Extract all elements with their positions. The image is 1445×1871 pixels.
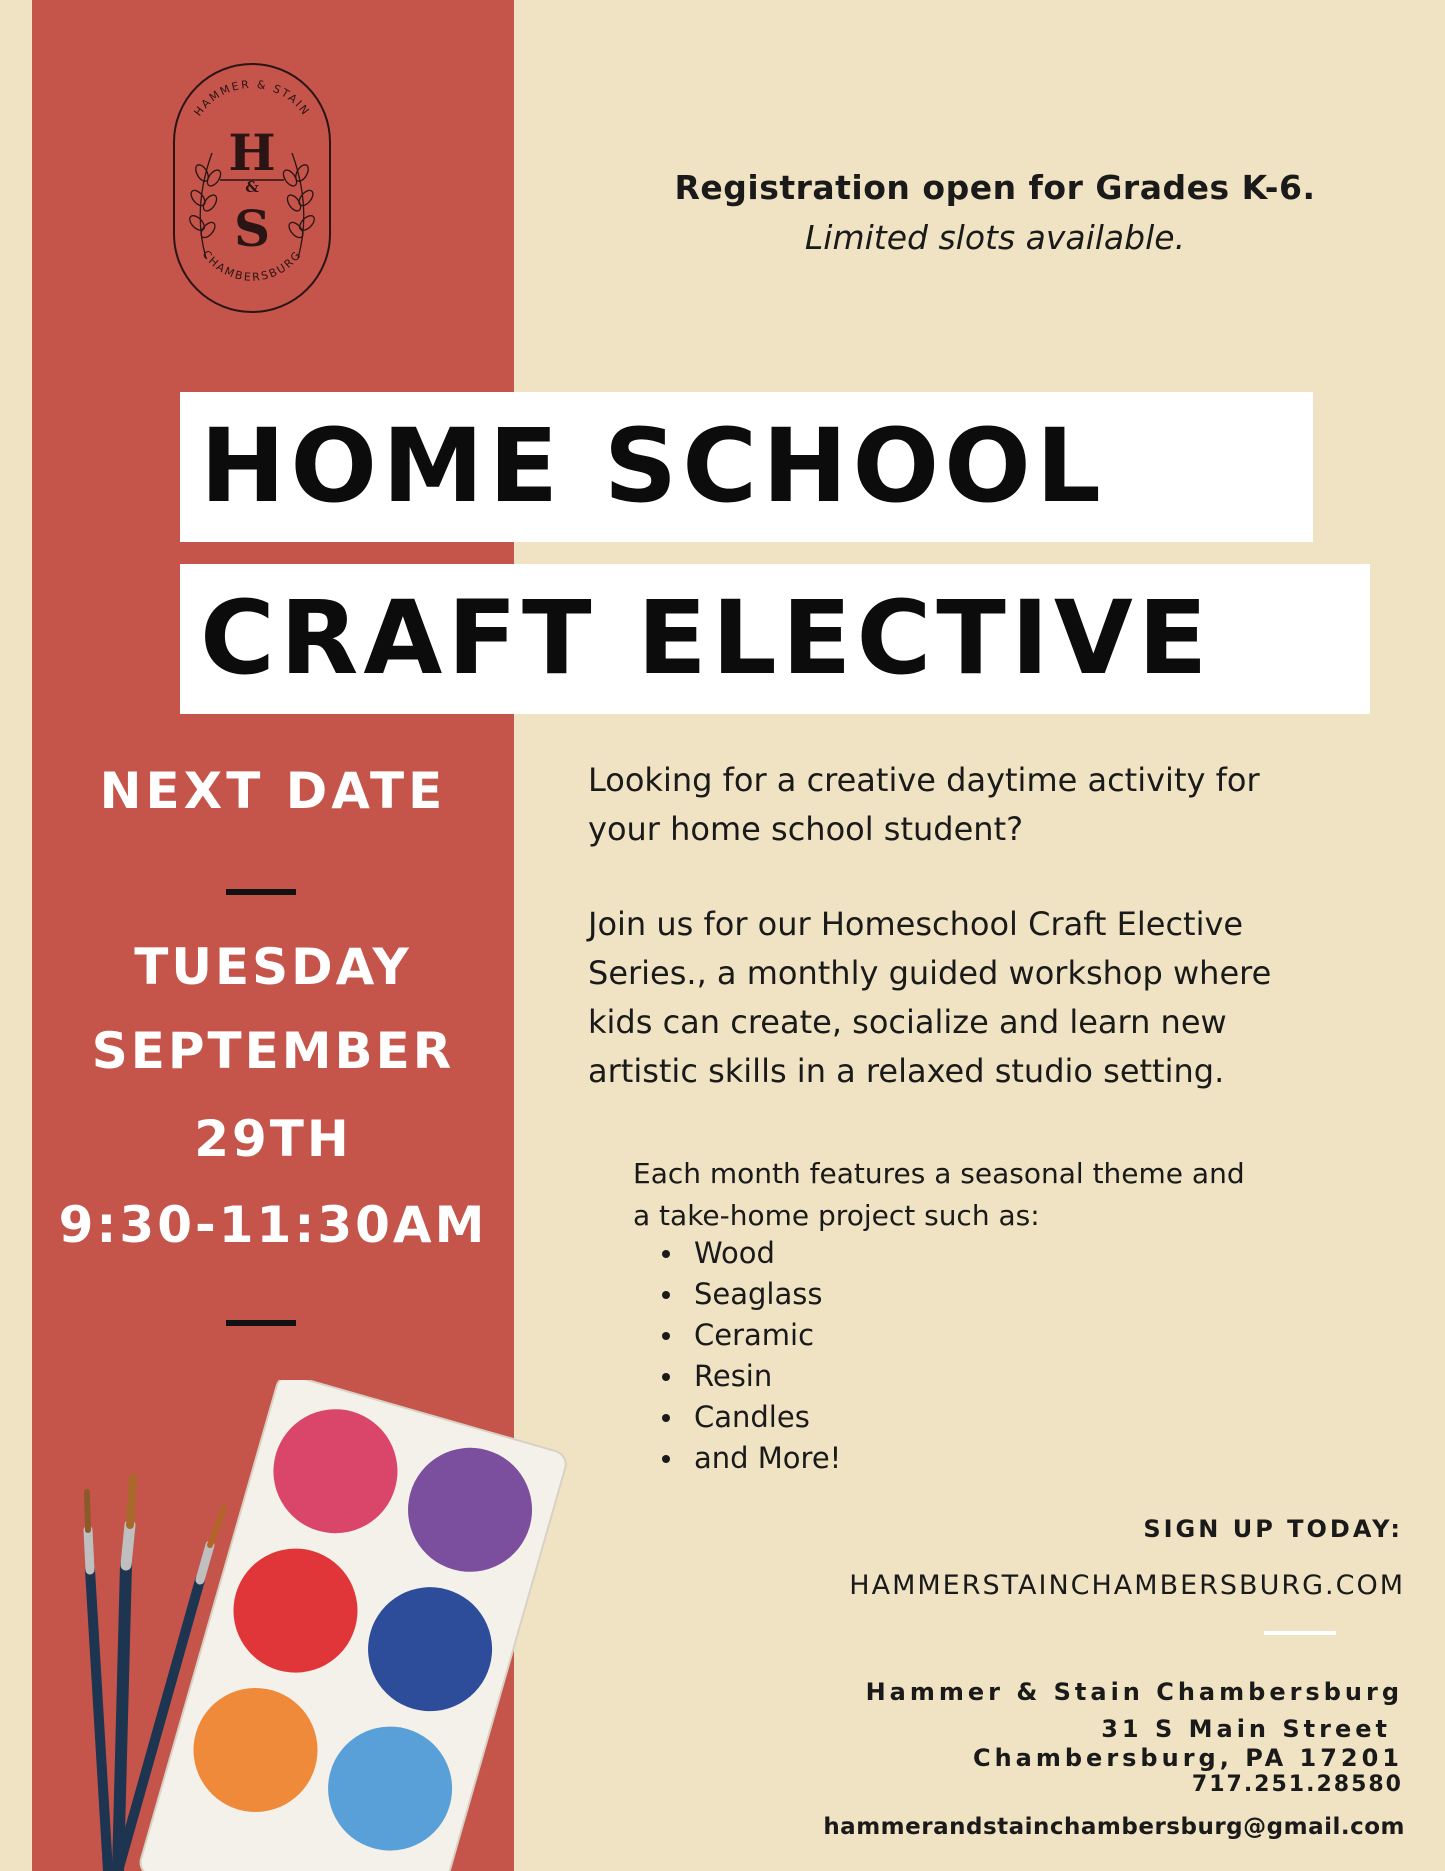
project-item: Seaglass bbox=[660, 1274, 841, 1315]
email-address[interactable]: hammerandstainchambersburg@gmail.com bbox=[823, 1814, 1405, 1840]
project-item: and More! bbox=[660, 1438, 841, 1479]
business-name: Hammer & Stain Chambersburg bbox=[865, 1678, 1403, 1706]
next-date-label: NEXT DATE bbox=[99, 762, 447, 820]
logo-bottom-text: CHAMBERSBURG bbox=[199, 247, 305, 284]
intro-text: Looking for a creative daytime activity for your home school student? bbox=[588, 761, 1260, 848]
date-time: 9:30-11:30AM bbox=[58, 1196, 488, 1254]
hammer-stain-logo bbox=[162, 58, 342, 318]
logo-ampersand: & bbox=[245, 178, 259, 196]
website-link[interactable]: HAMMERSTAINCHAMBERSBURG.COM bbox=[849, 1570, 1405, 1601]
divider-dash bbox=[226, 1320, 296, 1326]
project-item: Candles bbox=[660, 1397, 841, 1438]
street-address: 31 S Main Street bbox=[1101, 1715, 1391, 1743]
join-text: Join us for our Homeschool Craft Elective Series., a monthly guided workshop where kids can create, socialize and learn new artistic skills in a relaxed studio setting. bbox=[588, 905, 1272, 1090]
svg-text:HAMMER & STAIN bbox=[191, 78, 312, 119]
city-state-zip: Chambersburg, PA 17201 bbox=[972, 1744, 1403, 1772]
watercolor-palette-illustration bbox=[78, 1380, 598, 1871]
project-list bbox=[660, 1233, 841, 1479]
headline-line-2: CRAFT ELECTIVE bbox=[180, 564, 1370, 714]
date-day: TUESDAY bbox=[134, 938, 412, 996]
signup-label: SIGN UP TODAY: bbox=[1143, 1515, 1403, 1543]
project-item: Ceramic bbox=[660, 1315, 841, 1356]
headline-line-1: HOME SCHOOL bbox=[180, 392, 1313, 542]
registration-line: Registration open for Grades K-6. bbox=[674, 168, 1316, 207]
projects-intro: Each month features a seasonal theme and a take-home project such as: bbox=[633, 1157, 1245, 1232]
phone-number[interactable]: 717.251.28580 bbox=[1191, 1772, 1403, 1797]
project-item: Resin bbox=[660, 1356, 841, 1397]
limited-slots-line: Limited slots available. bbox=[804, 218, 1186, 257]
logo-top-text: HAMMER & STAIN bbox=[191, 77, 313, 119]
date-month: SEPTEMBER bbox=[91, 1022, 455, 1080]
divider-dash bbox=[226, 889, 296, 895]
logo-letter-s: S bbox=[233, 199, 271, 258]
divider-rule bbox=[1264, 1631, 1336, 1635]
project-item: Wood bbox=[660, 1233, 841, 1274]
date-day-number: 29TH bbox=[194, 1110, 352, 1168]
logo-letter-h: H bbox=[228, 123, 276, 182]
